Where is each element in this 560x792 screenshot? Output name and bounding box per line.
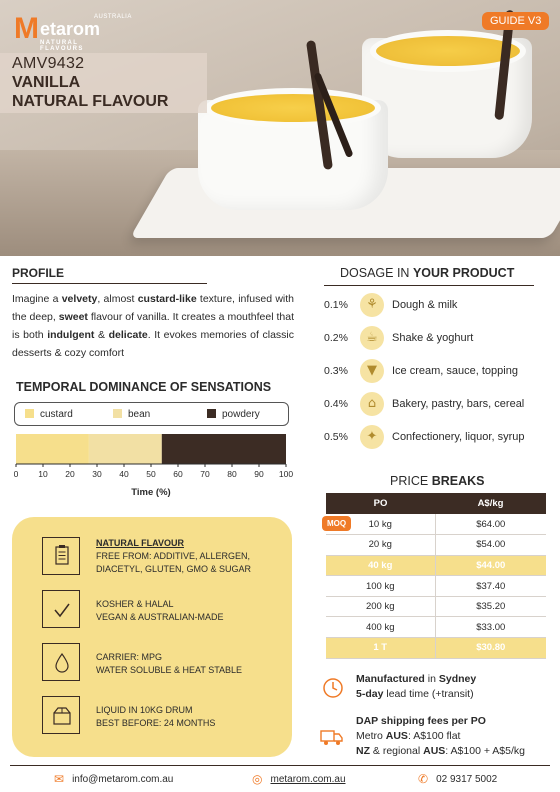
column-header-po: PO — [326, 493, 435, 514]
hero-image — [0, 0, 560, 256]
feature-line: VEGAN & AUSTRALIAN-MADE — [96, 612, 224, 622]
profile-text-segment: texture, infused with the deep, — [12, 293, 294, 323]
profile-description — [12, 290, 294, 362]
phone-icon: ✆ — [418, 772, 429, 786]
po-cell: 1 T — [326, 638, 435, 659]
feature-line: CARRIER: MPG — [96, 652, 163, 662]
ice-cream-icon: ▼ — [360, 359, 384, 383]
metro-bold: AUS — [385, 730, 408, 742]
metro-rest: : A$100 flat — [407, 730, 461, 742]
bakery-icon: ⚘ — [360, 293, 384, 317]
clipboard-icon — [42, 537, 80, 575]
shipping-heading-text: DAP shipping fees per PO — [356, 715, 486, 727]
price-cell: $30.80 — [435, 638, 546, 659]
price-heading — [390, 474, 484, 488]
feature-text — [96, 598, 296, 624]
nz-line — [356, 744, 525, 759]
dosage-label: Bakery, pastry, bars, cereal — [392, 398, 525, 410]
lead-time-line — [356, 687, 476, 702]
dosage-item — [324, 425, 554, 449]
legend-item-powdery — [207, 409, 260, 420]
dosage-item — [324, 326, 554, 350]
dosage-label: Dough & milk — [392, 299, 458, 311]
footer-phone[interactable] — [418, 772, 497, 786]
dosage-heading — [340, 266, 514, 280]
table-row — [326, 535, 546, 556]
price-cell: $44.00 — [435, 555, 546, 576]
phone-number[interactable]: 02 9317 5002 — [436, 774, 498, 785]
feature-line: KOSHER & HALAL — [96, 599, 174, 609]
legend-label: custard — [40, 409, 73, 420]
nz-rest: : A$100 + A$5/kg — [445, 745, 525, 757]
table-row — [326, 576, 546, 597]
tds-chart — [8, 430, 298, 502]
chart-title: TEMPORAL DOMINANCE OF SENSATIONS — [16, 380, 272, 394]
website-link[interactable]: metarom.com.au — [270, 774, 346, 785]
x-tick-label: 30 — [92, 469, 102, 479]
x-tick-label: 100 — [278, 469, 294, 479]
shipping-heading — [356, 714, 525, 729]
x-tick-label: 10 — [38, 469, 48, 479]
feature-line: FREE FROM: ADDITIVE, ALLERGEN, — [96, 551, 251, 561]
lead-time-rest: lead time (+transit) — [383, 688, 474, 700]
po-cell: 400 kg — [326, 617, 435, 638]
nz-bold: NZ — [356, 745, 370, 757]
profile-emphasis: custard-like — [137, 293, 197, 305]
price-heading-plain: PRICE — [390, 474, 432, 488]
nz-mid: & regional — [370, 745, 424, 757]
manufactured-line — [356, 672, 476, 687]
guide-version-badge: GUIDE V3 — [482, 12, 549, 30]
profile-text-segment: flavour of vanilla. It creates a mouthfeel that is both — [12, 311, 294, 341]
x-tick-label: 70 — [200, 469, 210, 479]
legend-swatch — [207, 409, 216, 418]
truck-icon — [320, 725, 342, 747]
price-cell: $33.00 — [435, 617, 546, 638]
metarom-logo — [14, 12, 132, 52]
table-row-highlighted — [326, 555, 546, 576]
dosage-percent: 0.2% — [324, 332, 348, 344]
bar-segment-custard — [16, 434, 89, 464]
logo-country: AUSTRALIA — [94, 14, 132, 20]
profile-text-segment: Imagine a — [12, 293, 62, 305]
legend-item-custard — [25, 409, 73, 420]
x-tick-label: 0 — [13, 469, 19, 479]
product-code: AMV9432 — [12, 55, 85, 72]
bar-segment-powdery — [162, 434, 286, 464]
feature-line: LIQUID IN 10KG DRUM — [96, 705, 193, 715]
x-tick-label: 40 — [119, 469, 129, 479]
logo-mark: M — [14, 12, 39, 45]
product-name-line2: NATURAL FLAVOUR — [12, 93, 169, 110]
price-cell: $35.20 — [435, 596, 546, 617]
table-row — [326, 514, 546, 535]
dosage-label: Confectionery, liquor, syrup — [392, 431, 525, 443]
clock-icon — [322, 677, 344, 699]
metro-line — [356, 729, 525, 744]
feature-text — [96, 704, 296, 730]
table-row-highlighted — [326, 638, 546, 659]
profile-text-segment: , almost — [97, 293, 138, 305]
dosage-percent: 0.5% — [324, 431, 348, 443]
x-tick-label: 50 — [146, 469, 156, 479]
feature-line: WATER SOLUBLE & HEAT STABLE — [96, 665, 243, 675]
legend-label: bean — [128, 409, 151, 420]
po-cell: 10 kg — [326, 514, 435, 535]
profile-text-segment: . It evokes memories of classic desserts & cozy comfort — [12, 329, 294, 359]
feature-heading: NATURAL FLAVOUR — [96, 538, 184, 548]
email-link[interactable]: info@metarom.com.au — [72, 774, 174, 785]
x-axis-label: Time (%) — [131, 487, 171, 498]
feature-line: DIACETYL, GLUTEN, GMO & SUGAR — [96, 564, 252, 574]
dosage-item — [324, 392, 554, 416]
legend-label: powdery — [222, 409, 260, 420]
profile-emphasis: indulgent — [47, 329, 95, 341]
dosage-percent: 0.3% — [324, 365, 348, 377]
feature-text — [96, 651, 296, 677]
dosage-item — [324, 293, 554, 317]
po-cell: 100 kg — [326, 576, 435, 597]
profile-heading: PROFILE — [12, 266, 65, 280]
profile-emphasis: delicate — [108, 329, 148, 341]
custard-front — [205, 88, 381, 128]
checkmark-icon — [42, 590, 80, 628]
footer-website[interactable] — [252, 772, 346, 786]
globe-icon: ◎ — [252, 772, 263, 786]
lead-time-value: 5-day — [356, 688, 384, 700]
dosage-label: Ice cream, sauce, topping — [392, 365, 518, 377]
dosage-heading-bold: YOUR PRODUCT — [412, 266, 515, 280]
bar-segment-bean — [89, 434, 162, 464]
logo-tagline: NATURAL FLAVOURS — [40, 40, 84, 52]
logo-word: etarom — [40, 19, 101, 39]
chart-legend — [14, 402, 289, 426]
manufactured-mid: in — [424, 673, 439, 685]
email-icon: ✉ — [54, 772, 65, 786]
shake-icon: ☕ — [360, 326, 384, 350]
dosage-label: Shake & yoghurt — [392, 332, 474, 344]
divider — [324, 285, 534, 286]
x-tick-label: 90 — [254, 469, 264, 479]
footer-divider — [10, 765, 550, 766]
po-cell: 200 kg — [326, 596, 435, 617]
x-tick-label: 20 — [65, 469, 75, 479]
table-row — [326, 617, 546, 638]
profile-emphasis: sweet — [58, 311, 88, 323]
profile-text-segment: & — [94, 329, 109, 341]
price-cell: $64.00 — [435, 514, 546, 535]
x-tick-label: 80 — [227, 469, 237, 479]
droplet-icon — [42, 643, 80, 681]
dosage-percent: 0.1% — [324, 299, 348, 311]
cupcake-icon: ⌂ — [360, 392, 384, 416]
moq-badge: MOQ — [322, 516, 351, 531]
price-cell: $54.00 — [435, 535, 546, 556]
footer-email[interactable] — [54, 772, 173, 786]
po-cell: 20 kg — [326, 535, 435, 556]
x-tick-label: 60 — [173, 469, 183, 479]
price-cell: $37.40 — [435, 576, 546, 597]
divider — [12, 283, 207, 284]
features-panel — [12, 517, 292, 757]
shipping-info — [356, 714, 525, 759]
metro-pre: Metro — [356, 730, 386, 742]
price-table — [326, 493, 546, 659]
manufacturing-info — [356, 672, 476, 702]
dosage-percent: 0.4% — [324, 398, 348, 410]
product-name-line1: VANILLA — [12, 74, 81, 91]
product-title-box — [0, 53, 207, 113]
profile-emphasis: velvety — [61, 293, 98, 305]
column-header-price: A$/kg — [435, 493, 546, 514]
legend-swatch — [25, 409, 34, 418]
feature-text — [96, 537, 296, 576]
manufactured-place: Sydney — [438, 673, 477, 685]
table-row — [326, 596, 546, 617]
nz-aus-bold: AUS — [423, 745, 446, 757]
manufactured-label: Manufactured — [356, 673, 425, 685]
legend-item-bean — [113, 409, 150, 420]
po-cell: 40 kg — [326, 555, 435, 576]
price-heading-bold: BREAKS — [431, 474, 485, 488]
dosage-item — [324, 359, 554, 383]
legend-swatch — [113, 409, 122, 418]
box-icon — [42, 696, 80, 734]
feature-line: BEST BEFORE: 24 MONTHS — [96, 718, 216, 728]
dosage-heading-plain: DOSAGE IN — [340, 266, 413, 280]
table-header-row — [326, 493, 546, 514]
candy-icon: ✦ — [360, 425, 384, 449]
